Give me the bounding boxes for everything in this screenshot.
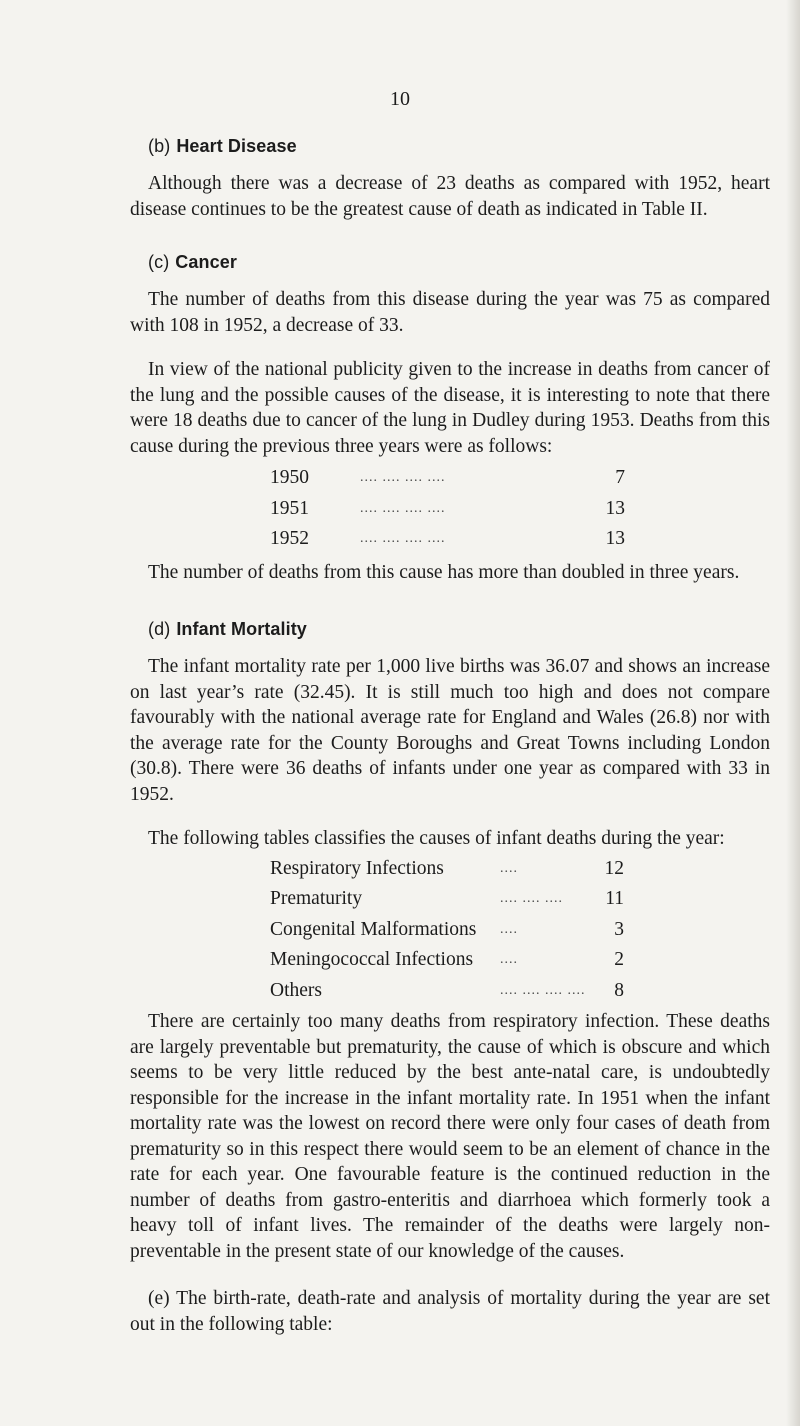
- paragraph: There are certainly too many deaths from respiratory infection. These deaths are largely preventable but prematurity, the cause of which is obscure and which seems to be very little reduced by the best ante-natal care, is undoubtedly responsible for the increase in the infant mortality rate. In 1951 when the infant mortality rate was the lowest on record there were only four cases of death from prematurity so in this respect there would seem to be an element of chance in the rate for each year. One favourable feature is the continued reduction in the number of deaths from gastro-enteritis and diarrhoea which formerly took a heavy toll of infant lives. The remainder of the deaths were largely non-preventable in the present state of our knowledge of the causes.: [130, 1011, 770, 1262]
- paragraph: In view of the national publicity given to the increase in deaths from cancer of the lung and the possible causes of the disease, it is interesting to note that there were 18 deaths due to cancer of the lung in Dudley during 1953. Deaths from this cause during the previous three years were as follows:: [130, 359, 770, 457]
- lung-cancer-deaths-table: [270, 465, 625, 552]
- value-cell: 8: [614, 979, 624, 1001]
- section-title: Cancer: [175, 252, 237, 272]
- paragraph: The infant mortality rate per 1,000 live births was 36.07 and shows an increase on last year’s rate (32.45). It is still much too high and does not compare favourably with the national average rate for England and Wales (26.8) nor with the average rate for the County Boroughs and Great Towns including London (30.8). There were 36 deaths of infants under one year as compared with 33 in 1952.: [130, 656, 770, 805]
- value-cell: 13: [605, 528, 625, 549]
- table-row: [270, 526, 625, 552]
- table-row: [270, 496, 625, 522]
- leader-dots: .... .... .... ....: [360, 470, 446, 485]
- value-cell: 3: [614, 918, 624, 940]
- leader-dots: ....: [499, 860, 518, 876]
- section-title: Heart Disease: [176, 136, 297, 156]
- table-row: [270, 856, 624, 882]
- table-row: [270, 917, 624, 943]
- paragraph: Although there was a decrease of 23 deaths as compared with 1952, heart disease continues to be the greatest cause of death as indicated in Table II.: [130, 173, 770, 220]
- year-cell: 1950: [270, 467, 309, 488]
- cause-label: Prematurity: [270, 888, 363, 909]
- section-heading: [130, 134, 770, 159]
- value-cell: 13: [605, 497, 625, 519]
- section-label: (b): [148, 136, 171, 156]
- table-row: [270, 886, 624, 912]
- section-heart-disease: [130, 134, 770, 222]
- cause-label: Meningococcal Infections: [270, 949, 474, 970]
- year-cell: 1951: [270, 497, 309, 519]
- leader-dots: .... .... .... ....: [360, 531, 446, 546]
- paragraph: (e) The birth-rate, death-rate and analysis of mortality during the year are set out in the following table:: [130, 1288, 770, 1335]
- table-row: [270, 978, 624, 1004]
- page-number: 10: [390, 88, 410, 110]
- section-birth-rate: [130, 1286, 770, 1337]
- section-heading: [130, 250, 770, 275]
- table-row: [270, 947, 624, 973]
- leader-dots: ....: [499, 952, 518, 967]
- leader-dots: .... .... ....: [499, 891, 563, 906]
- leader-dots: ....: [499, 921, 518, 937]
- table-row: [270, 465, 625, 491]
- infant-death-causes-table: [270, 856, 624, 1004]
- page-edge-shadow: [786, 0, 800, 1426]
- document-body: [130, 134, 770, 1337]
- cause-label: Others: [270, 979, 322, 1001]
- paragraph: The number of deaths from this cause has more than doubled in three years.: [148, 561, 740, 583]
- cause-label: Respiratory Infections: [270, 857, 444, 879]
- section-label: (c): [148, 252, 170, 272]
- value-cell: 7: [615, 467, 625, 488]
- section-heading: [130, 617, 770, 642]
- value-cell: 2: [614, 949, 624, 970]
- paragraph: The following tables classifies the causes of infant deaths during the year:: [148, 828, 725, 849]
- value-cell: 11: [605, 888, 624, 909]
- section-title: Infant Mortality: [176, 619, 307, 639]
- leader-dots: .... .... .... ....: [499, 982, 586, 998]
- cause-label: Congenital Malformations: [270, 918, 477, 940]
- section-infant-mortality: [130, 617, 770, 1264]
- paragraph: The number of deaths from this disease during the year was 75 as compared with 108 in 1952, a decrease of 33.: [130, 289, 770, 336]
- section-cancer: [130, 250, 770, 585]
- value-cell: 12: [604, 857, 624, 879]
- year-cell: 1952: [270, 528, 309, 549]
- section-label: (d): [148, 619, 171, 639]
- leader-dots: .... .... .... ....: [360, 500, 446, 516]
